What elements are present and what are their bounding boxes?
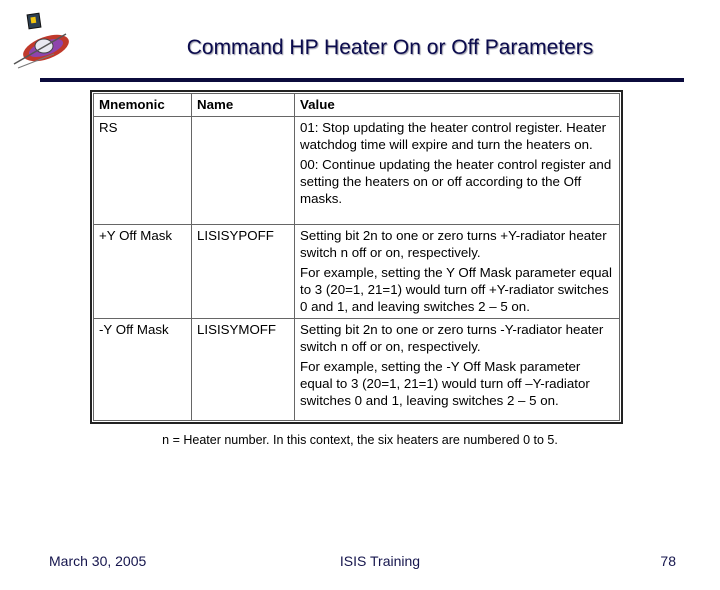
- cell-value: [295, 319, 620, 421]
- table-row: [94, 225, 620, 319]
- column-header-mnemonic: Mnemonic: [94, 94, 192, 117]
- footnote: n = Heater number. In this context, the six heaters are numbered 0 to 5.: [162, 433, 558, 447]
- cell-value: [295, 225, 620, 319]
- value-paragraph: For example, setting the -Y Off Mask parameter equal to 3 (20=1, 21=1) would turn off –Y-radiator switches 0 and 1, leaving switches 2 – 5 on.: [300, 359, 590, 408]
- value-paragraph: Setting bit 2n to one or zero turns -Y-radiator heater switch n off or on, respectively.: [300, 322, 604, 354]
- cell-value: [295, 117, 620, 225]
- title-divider: [40, 78, 684, 82]
- column-header-name: Name: [192, 94, 295, 117]
- table-row: [94, 117, 620, 225]
- isis-logo: [10, 10, 74, 70]
- cell-mnemonic: -Y Off Mask: [94, 319, 192, 421]
- cell-name: [192, 117, 295, 225]
- footer-date: March 30, 2005: [49, 553, 147, 569]
- cell-mnemonic: RS: [94, 117, 192, 225]
- value-paragraph: 01: Stop updating the heater control register. Heater watchdog time will expire and turn the heaters on.: [300, 120, 607, 152]
- column-header-value: Value: [295, 94, 620, 117]
- slide-title: Command HP Heater On or Off Parameters: [186, 36, 594, 59]
- table-header-row: [94, 94, 620, 117]
- value-paragraph: 00: Continue updating the heater control register and setting the heaters on or off according to the Off masks.: [300, 157, 612, 206]
- cell-name: LISISYPOFF: [192, 225, 295, 319]
- cell-name: LISISYMOFF: [192, 319, 295, 421]
- cell-mnemonic: +Y Off Mask: [94, 225, 192, 319]
- footer-title: ISIS Training: [339, 553, 421, 569]
- page-number: 78: [660, 553, 676, 569]
- value-paragraph: Setting bit 2n to one or zero turns +Y-radiator heater switch n off or on, respectively.: [300, 228, 607, 260]
- parameters-table: [90, 90, 623, 424]
- table-row: [94, 319, 620, 421]
- value-paragraph: For example, setting the Y Off Mask parameter equal to 3 (20=1, 21=1) would turn off +Y-radiator switches 0 and 1, and leaving switches 2 – 5 on.: [300, 265, 612, 314]
